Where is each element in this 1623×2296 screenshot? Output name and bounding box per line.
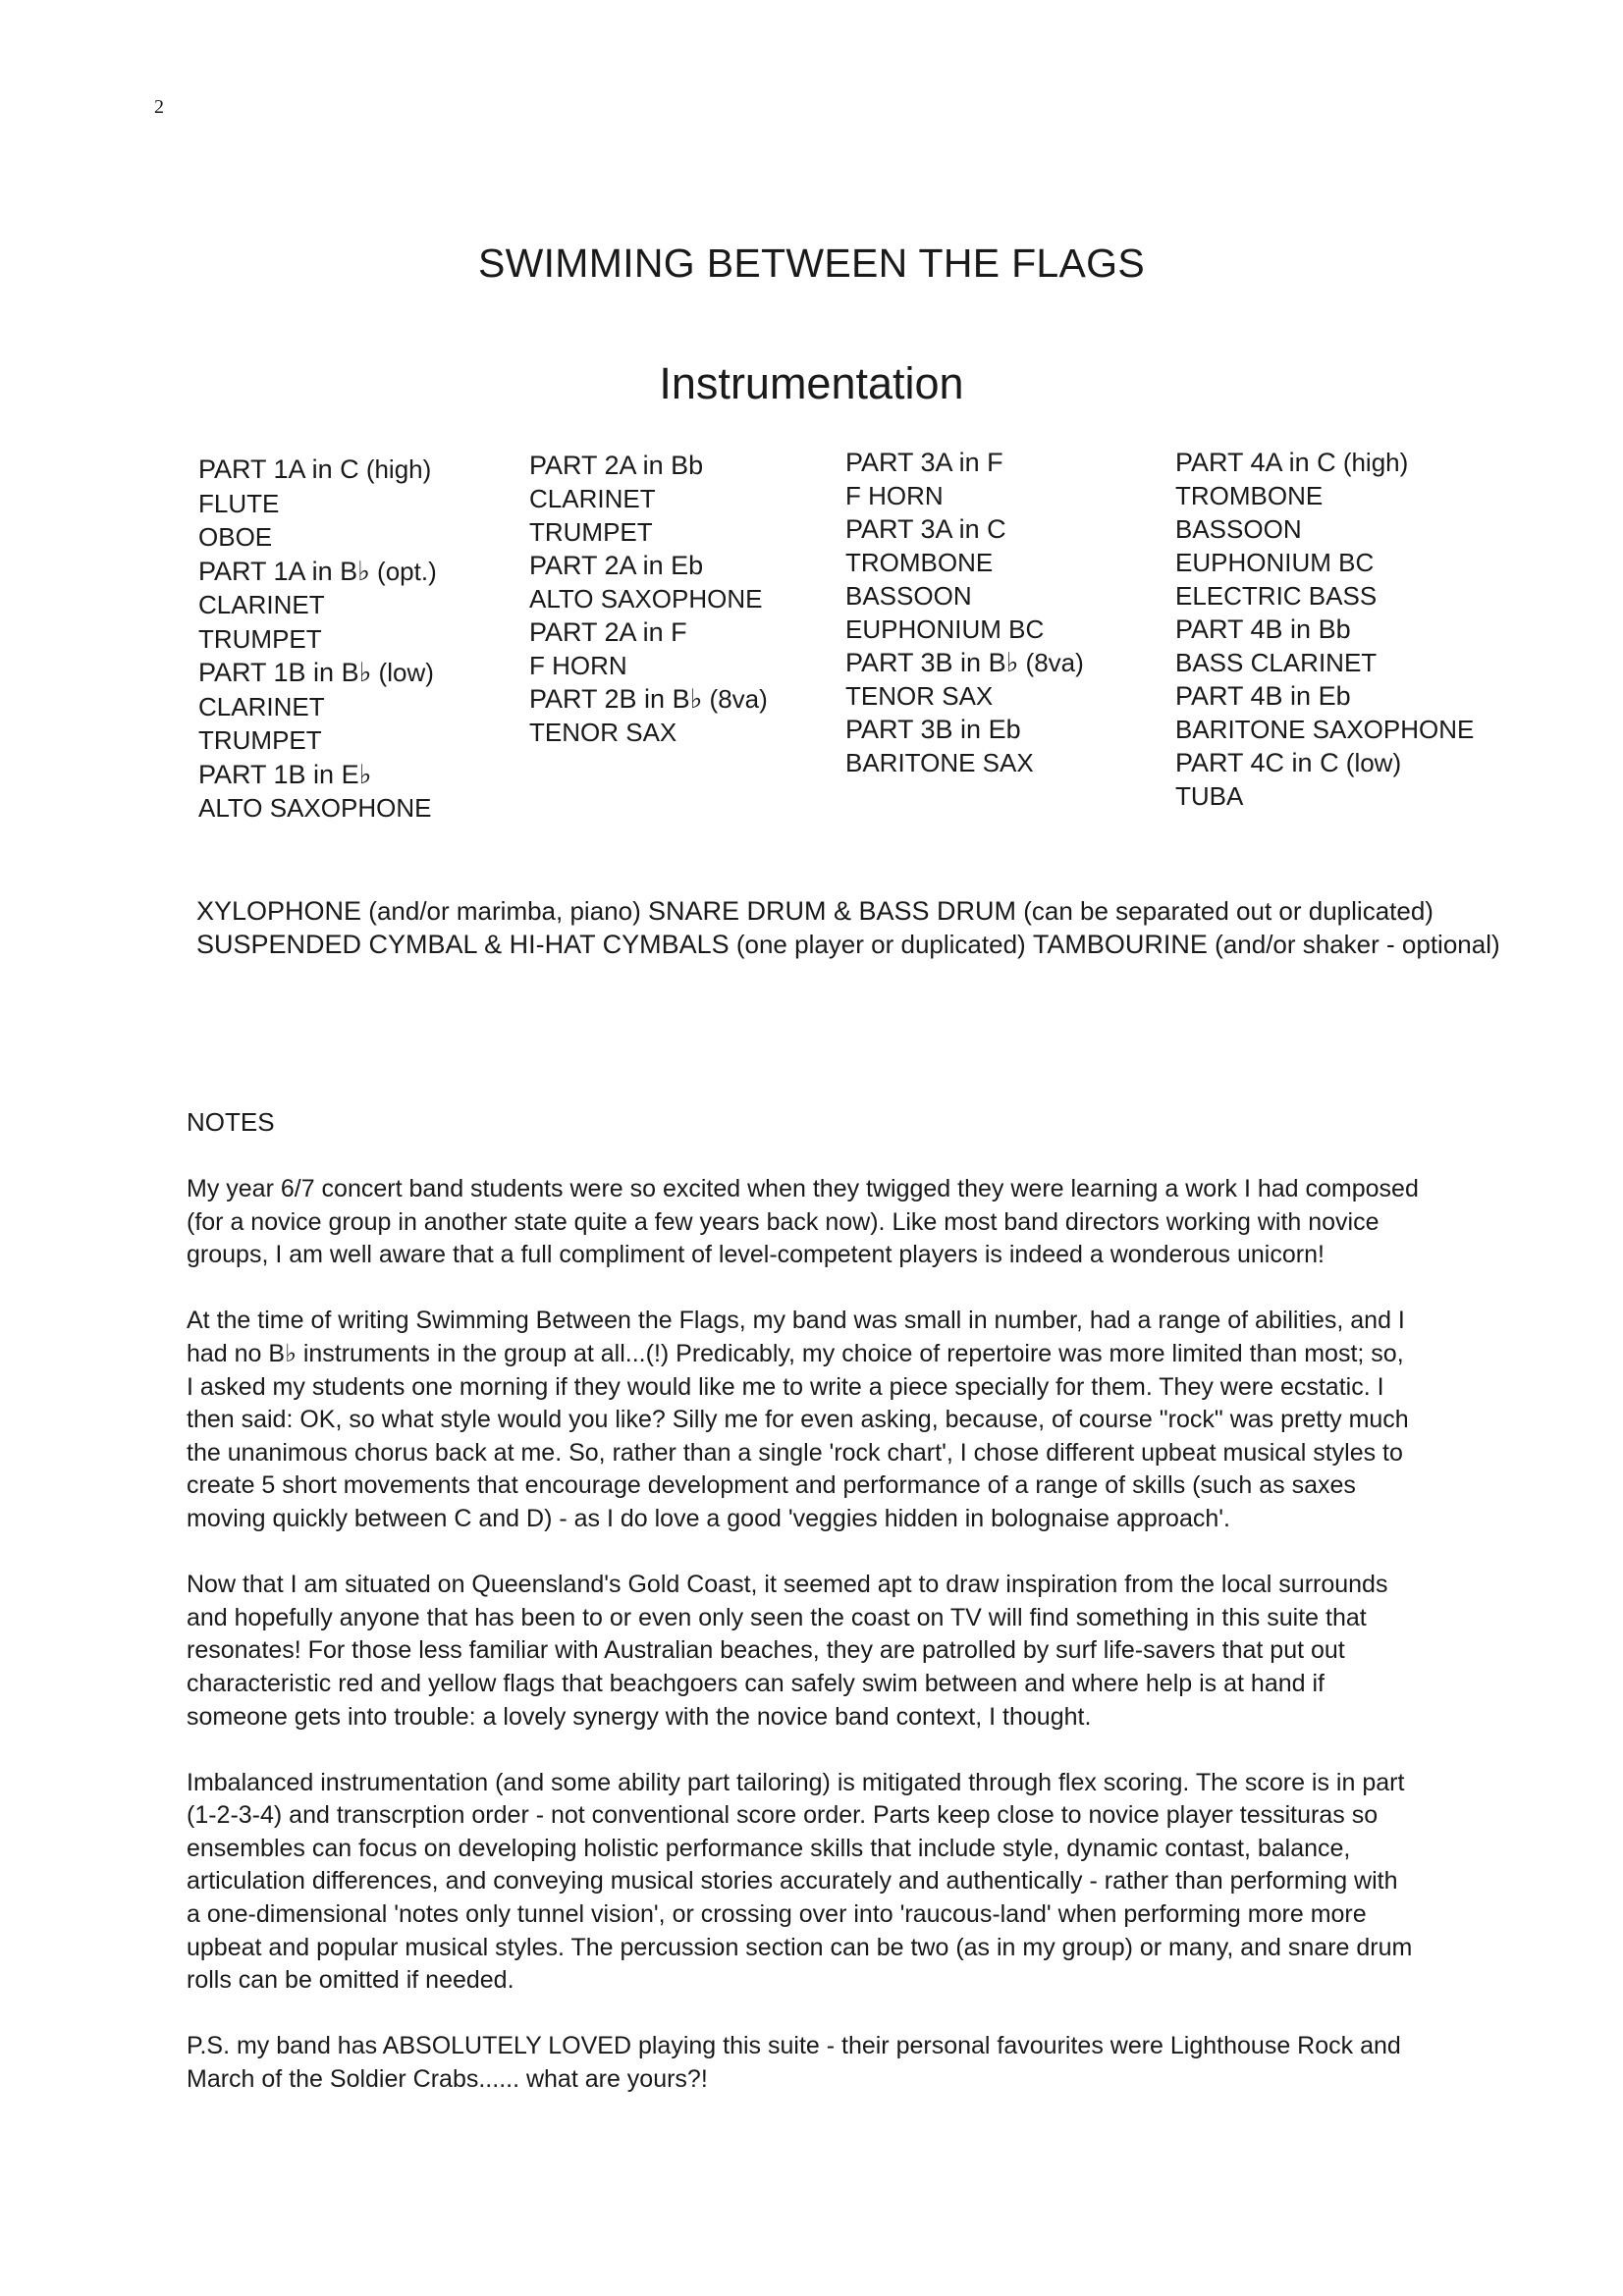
item-name: PART 2A in F	[529, 617, 687, 647]
item-name: ALTO SAXOPHONE	[529, 584, 763, 614]
instrument-name	[198, 487, 437, 521]
part-heading	[1175, 679, 1474, 713]
paragraph-line: groups, I am well aware that a full compliment of level-competent players is indeed a wonderous unicorn!	[187, 1241, 1325, 1269]
paragraph-line: and hopefully anyone that has been to or even only seen the coast on TV will find something in this suite that	[187, 1603, 1367, 1631]
paragraph-line: At the time of writing Swimming Between the Flags, my band was small in number, had a range of abilities, and I	[187, 1307, 1405, 1335]
paragraph-line: (1-2-3-4) and transcrption order - not conventional score order. Parts keep close to novice player tessituras so	[187, 1801, 1379, 1830]
part-heading	[845, 446, 1084, 479]
percussion-note: (and/or shaker - optional)	[1207, 930, 1500, 959]
percussion-instrument: SNARE DRUM & BASS DRUM	[647, 896, 1017, 926]
item-name: PART 3B in Eb	[845, 715, 1021, 744]
item-name: OBOE	[198, 522, 273, 552]
paragraph-line: (for a novice group in another state quite a few years back now). Like most band directors working with novice	[187, 1207, 1380, 1236]
item-name: TRUMPET	[529, 517, 653, 547]
item-note: (low)	[1338, 748, 1402, 777]
paragraph-line: articulation differences, and conveying musical stories accurately and authentically - rather than performing with	[187, 1867, 1398, 1896]
instrument-name	[845, 679, 1084, 713]
part-heading	[198, 758, 437, 792]
instrument-name	[845, 546, 1084, 579]
item-name: ELECTRIC BASS	[1175, 581, 1378, 611]
item-name: PART 4A in C	[1175, 448, 1336, 477]
part-heading	[1175, 746, 1474, 779]
item-name: PART 3A in F	[845, 448, 1003, 477]
item-name: CLARINET	[198, 590, 325, 619]
instrument-name	[198, 588, 437, 622]
item-name: PART 4B in Eb	[1175, 681, 1351, 711]
instrument-name	[1175, 546, 1474, 579]
percussion-note: (can be separated out or duplicated)	[1016, 896, 1434, 926]
part-heading	[529, 549, 768, 582]
item-name: PART 4C in C	[1175, 748, 1339, 777]
notes-paragraph	[187, 1767, 1492, 1998]
item-name: FLUTE	[198, 488, 280, 518]
instrument-name	[845, 746, 1084, 779]
paragraph-line: then said: OK, so what style would you like? Silly me for even asking, because, of course "rock" was pretty much	[187, 1406, 1409, 1434]
item-name: BARITONE SAXOPHONE	[1175, 715, 1475, 744]
instrument-name	[1175, 779, 1474, 813]
item-name: PART 2A in Eb	[529, 551, 704, 580]
part-heading	[845, 713, 1084, 746]
paragraph-line: upbeat and popular musical styles. The percussion section can be two (as in my group) or many, and snare drum	[187, 1933, 1413, 1961]
part-heading	[529, 682, 768, 716]
paragraph-line: March of the Soldier Crabs...... what are yours?!	[187, 2065, 708, 2094]
item-name: PART 1B in B♭	[198, 658, 372, 687]
percussion-instrument: XYLOPHONE	[196, 896, 362, 926]
document-title: SWIMMING BETWEEN THE FLAGS	[477, 240, 1146, 287]
item-note: (opt.)	[369, 556, 437, 586]
item-name: PART 2A in Bb	[529, 451, 704, 480]
instrument-name	[198, 791, 437, 826]
instrument-name	[529, 515, 768, 549]
part-heading	[198, 656, 437, 690]
part-heading	[529, 615, 768, 649]
item-name: PART 2B in B♭	[529, 684, 703, 714]
paragraph-line: P.S. my band has ABSOLUTELY LOVED playing this suite - their personal favourites were Lighthouse Rock and	[187, 2032, 1401, 2060]
item-name: CLARINET	[198, 691, 325, 721]
instrument-name	[1175, 713, 1474, 746]
item-name: BASS CLARINET	[1175, 648, 1378, 677]
paragraph-line: ensembles can focus on developing holistic performance skills that include style, dynamic contast, balance,	[187, 1834, 1351, 1862]
item-name: PART 1A in B♭	[198, 556, 370, 586]
paragraph-line: resonates! For those less familiar with Australian beaches, they are patrolled by surf life-savers that put out	[187, 1636, 1345, 1665]
notes-paragraph	[187, 1569, 1492, 1734]
item-name: BASSOON	[1175, 514, 1302, 544]
instrumentation-column-2	[529, 449, 768, 749]
instrument-name	[845, 479, 1084, 512]
instrument-name	[198, 690, 437, 724]
instrumentation-column-1	[198, 453, 437, 826]
paragraph-line: a one-dimensional 'notes only tunnel vision', or crossing over into 'raucous-land' when performing more more	[187, 1900, 1367, 1929]
instrument-name	[1175, 512, 1474, 546]
instrument-name	[529, 582, 768, 615]
paragraph-line: someone gets into trouble: a lovely synergy with the novice band context, I thought.	[187, 1702, 1092, 1731]
item-name: TROMBONE	[845, 548, 994, 577]
instrument-name	[198, 520, 437, 555]
instrument-name	[1175, 579, 1474, 613]
instrument-name	[529, 482, 768, 515]
notes-paragraph	[187, 1305, 1492, 1535]
item-name: TROMBONE	[1175, 481, 1324, 510]
paragraph-line: My year 6/7 concert band students were so excited when they twigged they were learning a work I had composed	[187, 1175, 1419, 1202]
instrument-name	[529, 649, 768, 682]
item-name: PART 3A in C	[845, 514, 1006, 544]
part-heading	[845, 646, 1084, 679]
item-note: (low)	[371, 658, 434, 687]
notes-body	[187, 1173, 1492, 2129]
instrument-name	[1175, 646, 1474, 679]
item-name: PART 4B in Bb	[1175, 614, 1351, 644]
instrument-name	[529, 716, 768, 749]
item-name: PART 1A in C	[198, 454, 359, 484]
instrumentation-column-3	[845, 446, 1084, 779]
percussion-note: (one player or duplicated)	[729, 930, 1033, 959]
item-note: (8va)	[1018, 648, 1084, 677]
part-heading	[198, 453, 437, 487]
item-note: (high)	[358, 454, 432, 484]
item-note: (high)	[1335, 448, 1409, 477]
item-name: TUBA	[1175, 781, 1244, 811]
notes-paragraph	[187, 1173, 1492, 1272]
item-name: PART 3B in B♭	[845, 648, 1019, 677]
item-name: EUPHONIUM BC	[1175, 548, 1375, 577]
notes-heading: NOTES	[187, 1107, 275, 1137]
item-name: BARITONE SAX	[845, 748, 1034, 777]
item-name: BASSOON	[845, 581, 972, 611]
paragraph-line: had no B♭ instruments in the group at all...(!) Predicably, my choice of repertoire was more limited than most; so,	[187, 1339, 1404, 1367]
percussion-list	[196, 894, 1500, 961]
part-heading	[1175, 613, 1474, 646]
instrument-name	[1175, 479, 1474, 512]
percussion-line	[196, 928, 1500, 961]
instrument-name	[845, 613, 1084, 646]
paragraph-line: characteristic red and yellow flags that beachgoers can safely swim between and where help is at hand if	[187, 1669, 1325, 1697]
item-note: (8va)	[702, 684, 768, 714]
item-name: EUPHONIUM BC	[845, 614, 1045, 644]
item-name: PART 1B in E♭	[198, 759, 372, 789]
section-title-instrumentation: Instrumentation	[659, 358, 964, 409]
page-number: 2	[154, 96, 164, 118]
instrument-name	[845, 579, 1084, 613]
percussion-instrument: SUSPENDED CYMBAL & HI-HAT CYMBALS	[196, 930, 730, 959]
instrumentation-column-4	[1175, 446, 1474, 813]
paragraph-line: Now that I am situated on Queensland's Gold Coast, it seemed apt to draw inspiration from the local surrounds	[187, 1571, 1388, 1599]
percussion-instrument: TAMBOURINE	[1032, 930, 1208, 959]
percussion-line	[196, 894, 1500, 928]
item-name: CLARINET	[529, 484, 656, 513]
item-name: F HORN	[529, 651, 627, 680]
instrument-name	[198, 723, 437, 758]
item-name: TRUMPET	[198, 725, 322, 755]
paragraph-line: create 5 short movements that encourage development and performance of a range of skills (such as saxes	[187, 1471, 1356, 1500]
part-heading	[198, 555, 437, 589]
paragraph-line: I asked my students one morning if they would like me to write a piece specially for them. They were ecstatic. I	[187, 1372, 1384, 1401]
item-name: F HORN	[845, 481, 944, 510]
part-heading	[1175, 446, 1474, 479]
item-name: TENOR SAX	[529, 718, 677, 747]
paragraph-line: moving quickly between C and D) - as I do love a good 'veggies hidden in bolognaise approach'.	[187, 1504, 1230, 1532]
paragraph-line: Imbalanced instrumentation (and some ability part tailoring) is mitigated through flex scoring. The score is in part	[187, 1768, 1405, 1796]
percussion-note: (and/or marimba, piano)	[361, 896, 648, 926]
item-name: TRUMPET	[198, 623, 322, 654]
instrument-name	[198, 622, 437, 657]
item-name: TENOR SAX	[845, 681, 994, 711]
notes-paragraph	[187, 2030, 1492, 2096]
paragraph-line: the unanimous chorus back at me. So, rather than a single 'rock chart', I chose different upbeat musical styles to	[187, 1438, 1403, 1467]
part-heading	[845, 512, 1084, 546]
part-heading	[529, 449, 768, 482]
paragraph-line: rolls can be omitted if needed.	[187, 1966, 514, 1995]
item-name: ALTO SAXOPHONE	[198, 793, 432, 823]
